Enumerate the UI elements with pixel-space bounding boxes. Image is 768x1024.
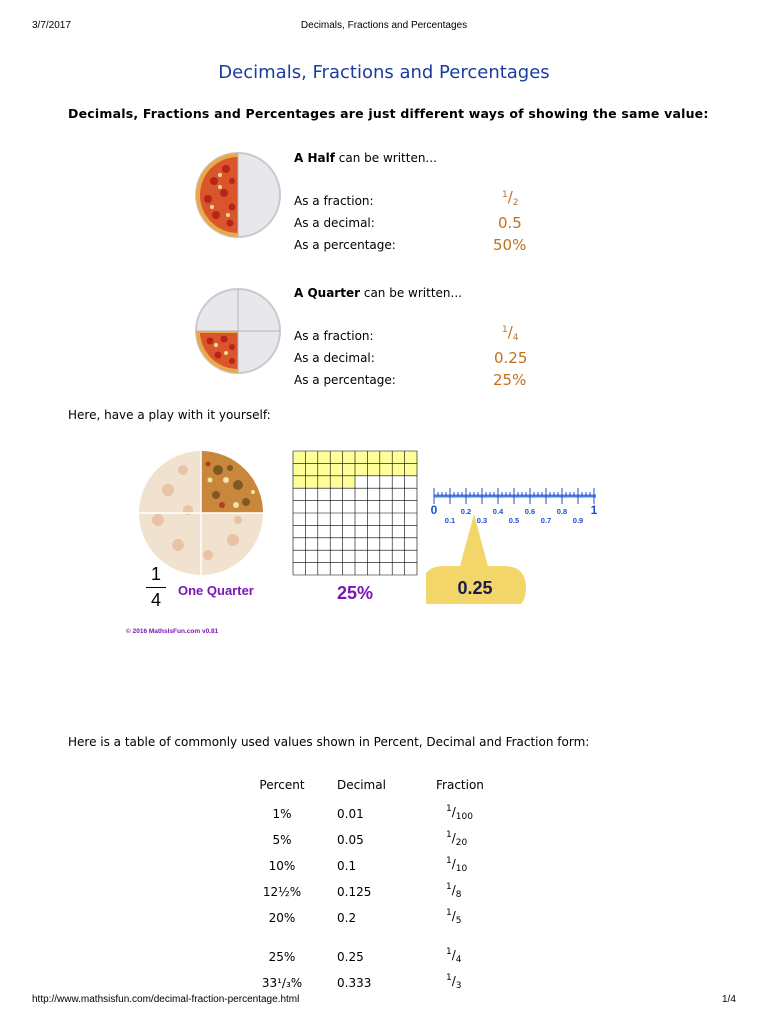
number-line-label: 1 [590, 503, 598, 517]
table-header-decimal: Decimal [337, 778, 386, 792]
footer-url: http://www.mathsisfun.com/decimal-fraction-percentage.html [32, 994, 300, 1005]
quarter-percent-label: As a percentage: [294, 373, 396, 387]
table-cell-fraction: $^1/_{20}$ [446, 830, 468, 848]
print-header-title: Decimals, Fractions and Percentages [300, 20, 468, 31]
widget-fraction-denominator: 4 [150, 590, 161, 610]
table-header-percent: Percent [259, 778, 305, 792]
widget-percent: 25% [336, 583, 374, 603]
table-intro: Here is a table of commonly used values shown in Percent, Decimal and Fraction form: [68, 735, 590, 749]
half-percent-value: 50% [493, 236, 527, 254]
widget-decimal-bubble: 0.25 [457, 578, 493, 598]
table-cell-decimal: 0.25 [337, 950, 364, 964]
table-cell-percent: 5% [272, 833, 292, 847]
table-cell-fraction: $^1/_4$ [446, 947, 462, 965]
table-cell-decimal: 0.1 [337, 859, 357, 873]
table-cell-percent: 33¹/₃% [261, 976, 303, 990]
number-line-label: 0.4 [492, 507, 504, 516]
footer-page-number: 1/4 [722, 994, 736, 1005]
table-cell-fraction: $^1/_8$ [446, 882, 462, 900]
half-fraction-label: As a fraction: [294, 194, 374, 208]
table-cell-decimal: 0.333 [337, 976, 372, 990]
table-cell-decimal: 0.01 [337, 807, 364, 821]
number-line-label: 0.6 [524, 507, 536, 516]
half-decimal-label: As a decimal: [294, 216, 375, 230]
quarter-fraction-label: As a fraction: [294, 329, 374, 343]
table-header-fraction: Fraction [436, 778, 484, 792]
table-cell-percent: 1% [272, 807, 292, 821]
widget-fraction-name: One Quarter [178, 583, 254, 598]
table-cell-fraction: $^1/_5$ [446, 908, 462, 926]
number-line-label: 0.3 [476, 516, 488, 525]
print-date: 3/7/2017 [32, 20, 71, 31]
half-percent-label: As a percentage: [294, 238, 396, 252]
quarter-decimal-value: 0.25 [494, 349, 528, 367]
number-line-label: 0 [430, 503, 438, 517]
half-heading: A Half can be written... [294, 151, 437, 165]
table-cell-percent: 25% [268, 950, 296, 964]
quarter-percent-value: 25% [493, 371, 527, 389]
number-line-label: 0.8 [556, 507, 568, 516]
table-cell-percent: 12½% [262, 885, 302, 899]
widget-fraction-numerator: 1 [150, 564, 161, 584]
quarter-fraction-value: $^1/_4$ [502, 323, 519, 343]
table-cell-decimal: 0.125 [337, 885, 372, 899]
half-decimal-value: 0.5 [498, 214, 522, 232]
number-line-label: 0.1 [444, 516, 456, 525]
intro-text: Decimals, Fractions and Percentages are just different ways of showing the same value: [68, 106, 709, 121]
table-cell-decimal: 0.2 [337, 911, 357, 925]
quarter-heading: A Quarter can be written... [294, 286, 462, 300]
number-line-label: 0.9 [572, 516, 584, 525]
number-line-label: 0.7 [540, 516, 552, 525]
table-cell-fraction: $^1/_3$ [446, 973, 462, 990]
number-line-label: 0.5 [508, 516, 520, 525]
number-line-label: 0.2 [460, 507, 472, 516]
quarter-decimal-label: As a decimal: [294, 351, 375, 365]
widget-copyright: © 2016 MathsIsFun.com v0.81 [126, 628, 219, 635]
play-text: Here, have a play with it yourself: [68, 408, 271, 422]
table-cell-fraction: $^1/_{100}$ [446, 804, 473, 822]
page-title: Decimals, Fractions and Percentages [218, 62, 550, 83]
table-cell-percent: 10% [268, 859, 296, 873]
half-fraction-value: $^1/_2$ [502, 188, 519, 208]
table-cell-fraction: $^1/_{10}$ [446, 856, 468, 874]
table-cell-percent: 20% [268, 911, 296, 925]
table-cell-decimal: 0.05 [337, 833, 364, 847]
